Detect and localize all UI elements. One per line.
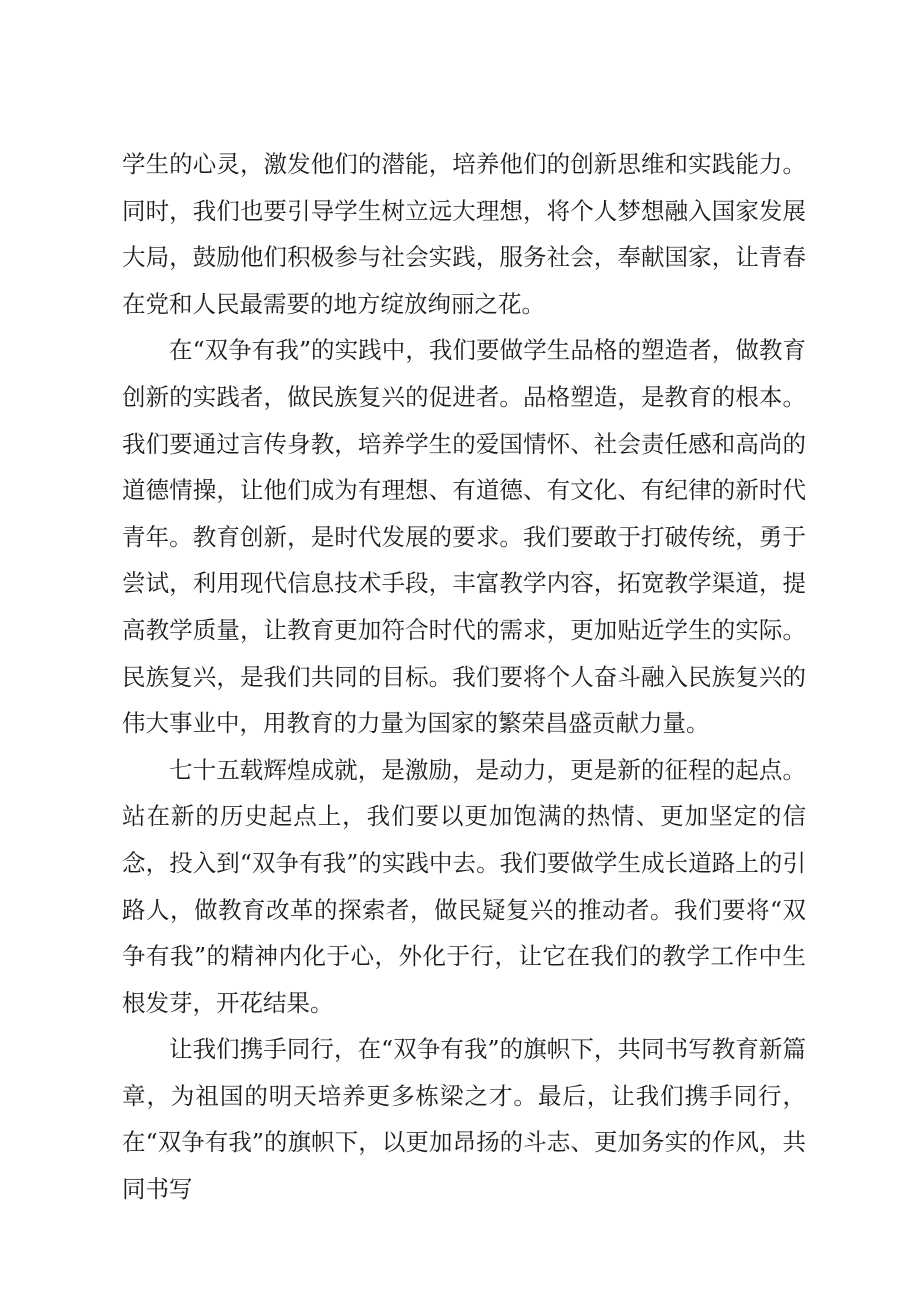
document-body bbox=[122, 141, 806, 1213]
paragraph-3: 七十五载辉煌成就，是激励，是动力，更是新的征程的起点。站在新的历史起点上，我们要以更加饱满的热情、更加坚定的信念，投入到“双争有我”的实践中去。我们要做学生成长道路上的引路人，做教育改革的探索者，做民疑复兴的推动者。我们要将“双争有我”的精神内化于心，外化于行，让它在我们的教学工作中生根发芽，开花结果。 bbox=[122, 755, 806, 1017]
paragraph-1: 学生的心灵，激发他们的潜能，培养他们的创新思维和实践能力。同时，我们也要引导学生树立远大理想，将个人梦想融入国家发展大局，鼓励他们积极参与社会实践，服务社会，奉献国家，让青春在党和人民最需要的地方绽放绚丽之花。 bbox=[122, 150, 806, 318]
paragraph-2: 在“双争有我”的实践中，我们要做学生品格的塑造者，做教育创新的实践者，做民族复兴的促进者。品格塑造，是教育的根本。我们要通过言传身教，培养学生的爱国情怀、社会责任感和高尚的道德情操，让他们成为有理想、有道德、有文化、有纪律的新时代青年。教育创新，是时代发展的要求。我们要敢于打破传统，勇于尝试，利用现代信息技术手段，丰富教学内容，拓宽教学渠道，提高教学质量，让教育更加符合时代的需求，更加贴近学生的实际。民族复兴，是我们共同的目标。我们要将个人奋斗融入民族复兴的伟大事业中，用教育的力量为国家的繁荣昌盛贡献力量。 bbox=[122, 336, 806, 738]
paragraph-4: 让我们携手同行，在“双争有我”的旗帜下，共同书写教育新篇章，为祖国的明天培养更多栋梁之才。最后，让我们携手同行，在“双争有我”的旗帜下，以更加昂扬的斗志、更加务实的作风，共同书写 bbox=[122, 1035, 806, 1204]
